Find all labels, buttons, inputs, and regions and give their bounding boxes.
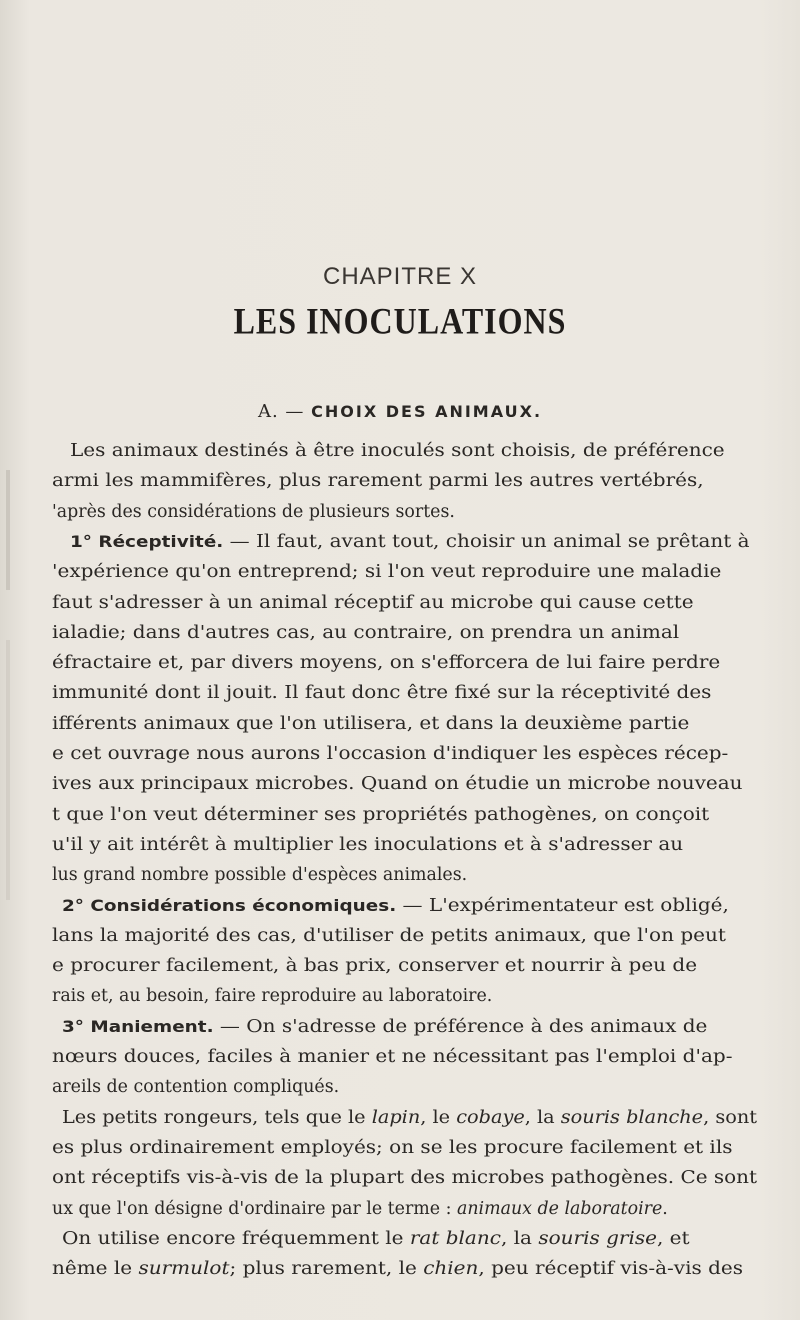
text-line-content: ux que l'on désigne d'ordinaire par le terme : animaux de laboratoire. [52,1198,668,1219]
section-letter: A. — [257,401,305,422]
text-line [0,860,800,890]
italic-term: animaux de laboratoire [456,1198,663,1219]
text-line [0,436,800,466]
text-line-content: u'il y ait intérêt à multiplier les inoculations et à s'adresser au [52,834,684,855]
text-line-content: rais et, au besoin, faire reproduire au laboratoire. [52,986,493,1007]
text-line-content: 'expérience qu'on entreprend; si l'on veut reproduire une maladie [52,562,722,583]
text-line [0,497,800,527]
text-line [0,891,800,921]
text-line-content: 1° Réceptivité. — Il faut, avant tout, choisir un animal se prêtant à [70,531,750,552]
text-line-content: Les animaux destinés à être inoculés sont choisis, de préférence [70,441,725,461]
section-name: CHOIX DES ANIMAUX. [311,402,543,421]
text-line [0,588,800,618]
text-line-content: areils de contention compliqués. [52,1077,340,1098]
text-line [0,1012,800,1042]
text-line [0,1042,800,1072]
text-line-content: 'après des considérations de plusieurs sortes. [52,501,455,522]
text-line-content: e procurer facilement, à bas prix, conserver et nourrir à peu de [52,956,698,977]
italic-term: chien [423,1259,479,1280]
text-line [0,1163,800,1193]
text-line-content: Les petits rongeurs, tels que le lapin, le cobaye, la souris blanche, sont [62,1107,757,1128]
text-line-content: ifférents animaux que l'on utilisera, et dans la deuxième partie [52,713,690,734]
text-line [0,1254,800,1284]
text-line [0,1194,800,1224]
text-line-content: 3° Maniement. — On s'adresse de préférence à des animaux de [62,1016,708,1037]
text-line-content: t que l'on veut déterminer ses propriétés pathogènes, on conçoit [52,804,710,825]
paragraph-label: 3° Maniement. [62,1016,214,1036]
text-line [0,921,800,951]
text-line-content: On utilise encore fréquemment le rat blanc, la souris grise, et [62,1228,690,1249]
text-line-content: lans la majorité des cas, d'utiliser de petits animaux, que l'on peut [52,925,726,946]
text-line [0,618,800,648]
italic-term: souris blanche [560,1107,704,1128]
text-line [0,769,800,799]
text-line [0,951,800,981]
text-line [0,648,800,678]
text-line-content: nœurs douces, faciles à manier et ne nécessitant pas l'emploi d'ap- [52,1047,733,1067]
text-line [0,739,800,769]
text-line [0,1133,800,1163]
text-line-content: ont réceptifs vis-à-vis de la plupart des microbes pathogènes. Ce sont [52,1168,757,1189]
text-line [0,1072,800,1102]
text-line [0,527,800,557]
text-line-content: lus grand nombre possible d'espèces animales. [52,865,468,886]
text-line [0,466,800,496]
text-line [0,678,800,708]
chapter-heading: CHAPITRE X [322,263,478,290]
text-line-content: nême le surmulot; plus rarement, le chien, peu réceptif vis-à-vis des [52,1259,744,1280]
text-line [0,709,800,739]
text-line [0,800,800,830]
paragraph-label: 2° Considérations économiques. [62,895,397,915]
italic-term: rat blanc [409,1228,501,1249]
text-line [0,1224,800,1254]
text-line [0,557,800,587]
italic-term: souris grise [538,1228,657,1249]
chapter-title: LES INOCULATIONS [233,300,567,342]
text-line-content: ives aux principaux microbes. Quand on étudie un microbe nouveau [52,774,743,795]
italic-term: cobaye [456,1107,525,1128]
text-line-content: e cet ouvrage nous aurons l'occasion d'indiquer les espèces récep- [52,744,729,764]
text-line [0,981,800,1011]
text-line-content: 2° Considérations économiques. — L'expérimentateur est obligé, [62,895,729,916]
text-line-content: immunité dont il jouit. Il faut donc être fixé sur la réceptivité des [52,683,712,704]
text-line-content: éfractaire et, par divers moyens, on s'efforcera de lui faire perdre [52,653,721,674]
text-line [0,1103,800,1133]
text-line-content: es plus ordinairement employés; on se les procure facilement et ils [52,1137,733,1158]
section-heading [0,401,800,422]
text-line-content: armi les mammifères, plus rarement parmi les autres vertébrés, [52,471,704,492]
text-line [0,830,800,860]
paragraph-label: 1° Réceptivité. [70,531,224,551]
text-line-content: ialadie; dans d'autres cas, au contraire, on prendra un animal [52,622,680,643]
italic-term: lapin [371,1107,421,1128]
text-line-content: faut s'adresser à un animal réceptif au microbe qui cause cette [52,592,694,613]
italic-term: surmulot [138,1259,230,1280]
